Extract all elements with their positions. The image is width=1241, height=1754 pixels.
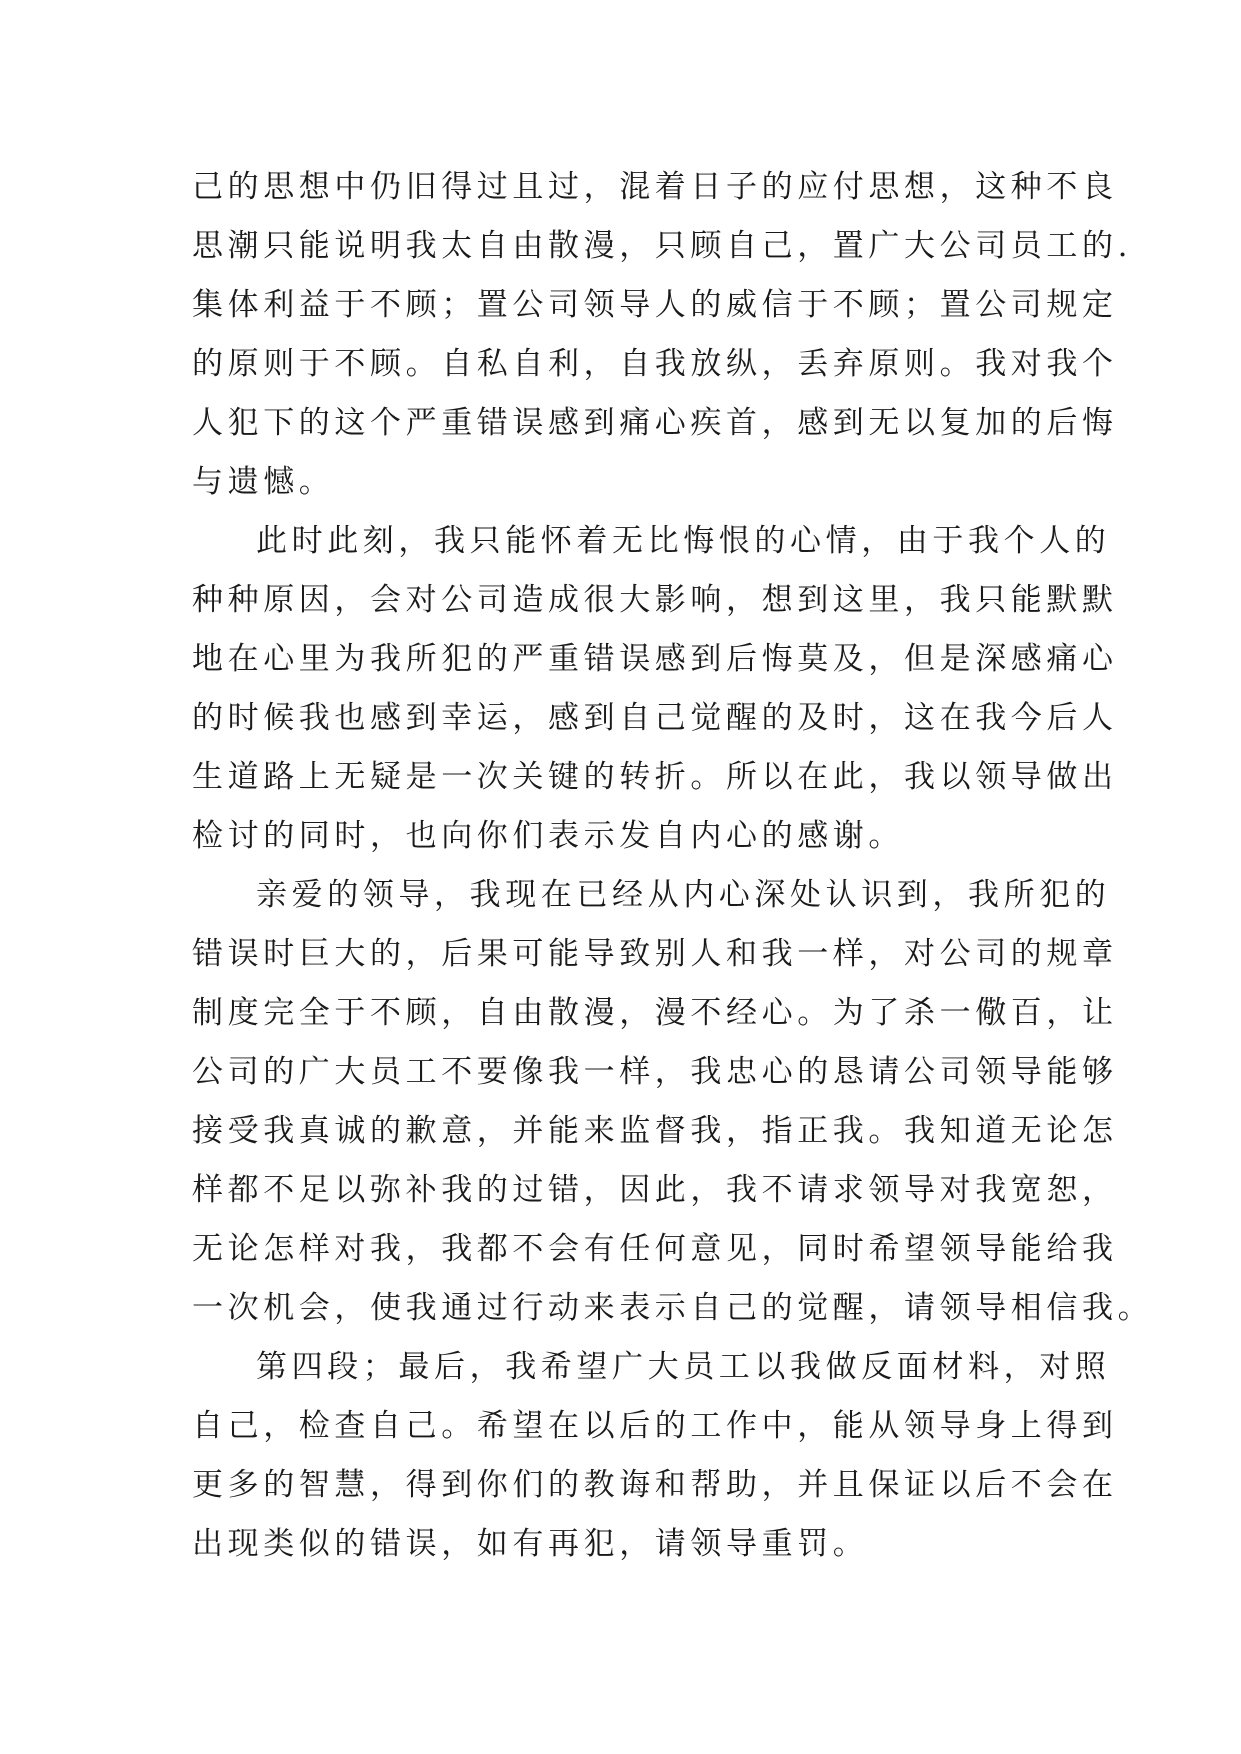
text-line: 亲爱的领导，我现在已经从内心深处认识到，我所犯的 xyxy=(256,877,1111,913)
text-line: 思潮只能说明我太自由散漫，只顾自己，置广大公司员工的. xyxy=(192,228,1133,264)
text-line: 的原则于不顾。自私自利，自我放纵，丢弃原则。我对我个 xyxy=(192,346,1118,382)
paragraph xyxy=(192,866,1154,1338)
text-line: 第四段；最后，我希望广大员工以我做反面材料，对照 xyxy=(256,1349,1111,1385)
text-line: 地在心里为我所犯的严重错误感到后悔莫及，但是深感痛心 xyxy=(192,641,1118,677)
text-line: 无论怎样对我，我都不会有任何意见，同时希望领导能给我 xyxy=(192,1231,1118,1267)
text-line: 集体利益于不顾；置公司领导人的威信于不顾；置公司规定 xyxy=(192,287,1118,323)
text-line: 生道路上无疑是一次关键的转折。所以在此，我以领导做出 xyxy=(192,759,1118,795)
paragraph xyxy=(192,1338,1118,1574)
text-line: 人犯下的这个严重错误感到痛心疾首，感到无以复加的后悔 xyxy=(192,405,1118,441)
text-line: 一次机会，使我通过行动来表示自己的觉醒，请领导相信我。 xyxy=(192,1290,1154,1326)
text-line: 错误时巨大的，后果可能导致别人和我一样，对公司的规章 xyxy=(192,936,1118,972)
text-line: 样都不足以弥补我的过错，因此，我不请求领导对我宽恕， xyxy=(192,1172,1118,1208)
text-line: 出现类似的错误，如有再犯，请领导重罚。 xyxy=(192,1526,869,1562)
paragraph xyxy=(192,512,1118,866)
text-line: 制度完全于不顾，自由散漫，漫不经心。为了杀一儆百，让 xyxy=(192,995,1118,1031)
document-body xyxy=(192,158,1154,1574)
text-line: 公司的广大员工不要像我一样，我忠心的恳请公司领导能够 xyxy=(192,1054,1118,1090)
text-line: 的时候我也感到幸运，感到自己觉醒的及时，这在我今后人 xyxy=(192,700,1118,736)
text-line: 与遗憾。 xyxy=(192,464,335,500)
text-line: 种种原因，会对公司造成很大影响，想到这里，我只能默默 xyxy=(192,582,1118,618)
text-line: 接受我真诚的歉意，并能来监督我，指正我。我知道无论怎 xyxy=(192,1113,1118,1149)
paragraph xyxy=(192,158,1133,512)
text-line: 此时此刻，我只能怀着无比悔恨的心情，由于我个人的 xyxy=(256,523,1111,559)
text-line: 己的思想中仍旧得过且过，混着日子的应付思想，这种不良 xyxy=(192,169,1118,205)
text-line: 自己，检查自己。希望在以后的工作中，能从领导身上得到 xyxy=(192,1408,1118,1444)
text-line: 检讨的同时，也向你们表示发自内心的感谢。 xyxy=(192,818,904,854)
text-line: 更多的智慧，得到你们的教诲和帮助，并且保证以后不会在 xyxy=(192,1467,1118,1503)
